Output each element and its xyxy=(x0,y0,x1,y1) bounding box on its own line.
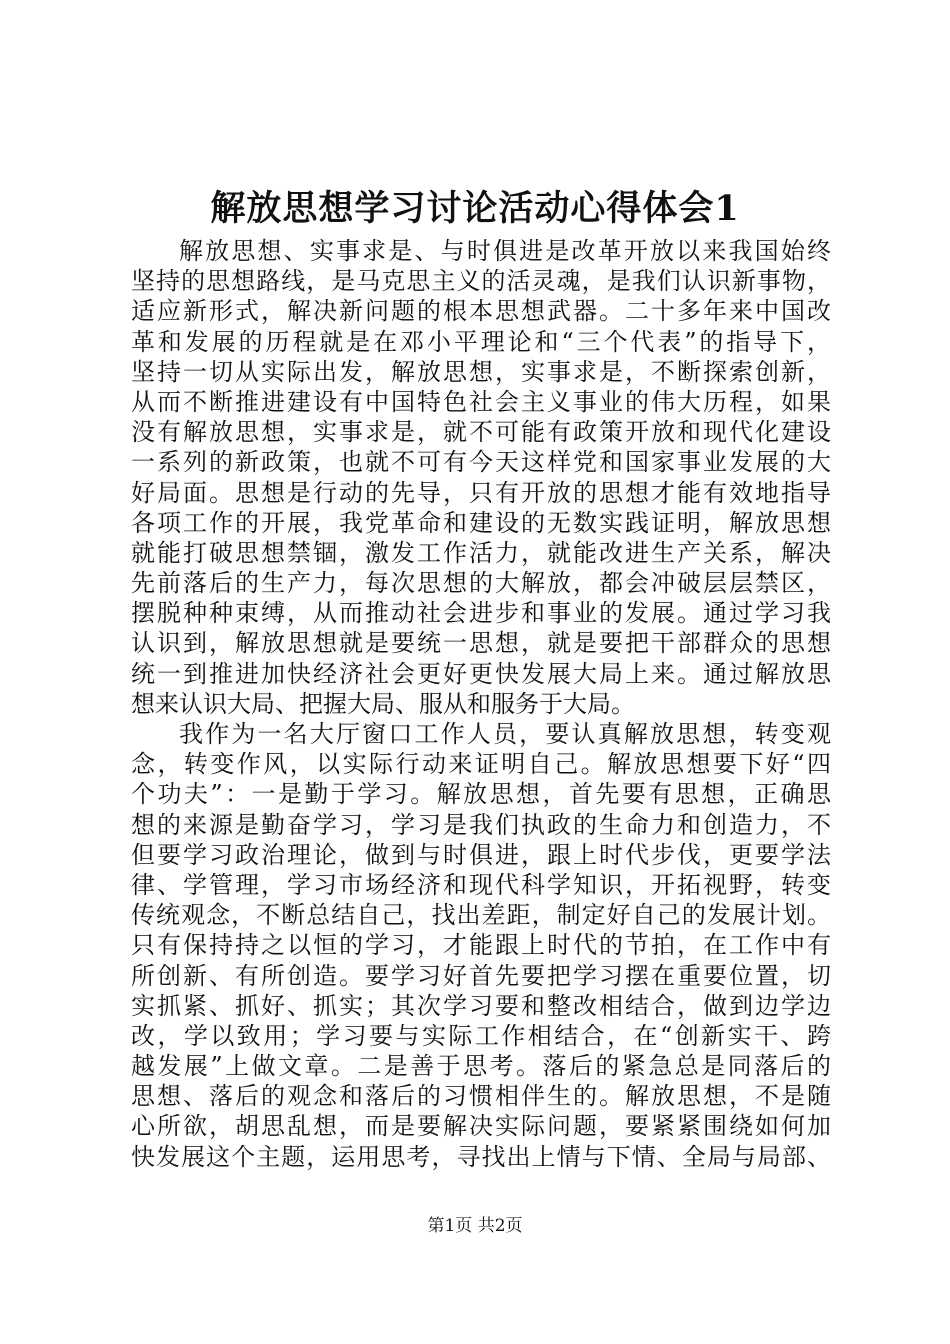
paragraph-line: 好局面。思想是行动的先导，只有开放的思想才能有效地指导 xyxy=(131,478,831,507)
paragraph-line: 想来认识大局、把握大局、服从和服务于大局。 xyxy=(131,689,635,718)
document-title: 解放思想学习讨论活动心得体会1 xyxy=(210,188,740,229)
page-footer: 第1页 共2页 xyxy=(427,1216,523,1236)
paragraph-line: 快发展这个主题，运用思考，寻找出上情与下情、全局与局部、 xyxy=(131,1142,831,1171)
paragraph-line: 坚持的思想路线，是马克思主义的活灵魂，是我们认识新事物， xyxy=(131,267,831,296)
paragraph-line: 越发展”上做文章。二是善于思考。落后的紧急总是同落后的 xyxy=(131,1052,831,1081)
paragraph-2 xyxy=(131,719,831,1172)
paragraph-line: 律、学管理，学习市场经济和现代科学知识，开拓视野，转变 xyxy=(131,870,831,899)
paragraph-line: 实抓紧、抓好、抓实；其次学习要和整改相结合，做到边学边 xyxy=(131,991,831,1020)
paragraph-line: 个功夫”：一是勤于学习。解放思想，首先要有思想，正确思 xyxy=(131,780,831,809)
paragraph-line: 适应新形式，解决新问题的根本思想武器。二十多年来中国改 xyxy=(131,297,831,326)
paragraph-line: 但要学习政治理论，做到与时俱进，跟上时代步伐，更要学法 xyxy=(131,840,831,869)
paragraph-line: 念，转变作风，以实际行动来证明自己。解放思想要下好“四 xyxy=(131,750,831,779)
paragraph-line: 我作为一名大厅窗口工作人员，要认真解放思想，转变观 xyxy=(179,720,831,748)
paragraph-line: 一系列的新政策，也就不可有今天这样党和国家事业发展的大 xyxy=(131,448,831,477)
paragraph-line: 摆脱种种束缚，从而推动社会进步和事业的发展。通过学习我 xyxy=(131,599,831,628)
paragraph-line: 所创新、有所创造。要学习好首先要把学习摆在重要位置，切 xyxy=(131,961,831,990)
paragraph-line: 传统观念，不断总结自己，找出差距，制定好自己的发展计划。 xyxy=(131,901,831,930)
paragraph-line: 解放思想、实事求是、与时俱进是改革开放以来我国始终 xyxy=(179,237,831,265)
paragraph-line: 先前落后的生产力，每次思想的大解放，都会冲破层层禁区， xyxy=(131,569,831,598)
paragraph-line: 就能打破思想禁锢，激发工作活力，就能改进生产关系，解决 xyxy=(131,538,831,567)
paragraph-line: 认识到，解放思想就是要统一思想，就是要把干部群众的思想 xyxy=(131,629,831,658)
paragraph-line: 坚持一切从实际出发，解放思想，实事求是，不断探索创新， xyxy=(131,357,831,386)
paragraph-line: 改，学以致用；学习要与实际工作相结合，在“创新实干、跨 xyxy=(131,1021,831,1050)
document-body xyxy=(131,236,831,1172)
paragraph-line: 从而不断推进建设有中国特色社会主义事业的伟大历程，如果 xyxy=(131,387,831,416)
paragraph-line: 革和发展的历程就是在邓小平理论和“三个代表”的指导下， xyxy=(131,327,831,356)
paragraph-line: 想的来源是勤奋学习，学习是我们执政的生命力和创造力，不 xyxy=(131,810,831,839)
paragraph-line: 没有解放思想，实事求是，就不可能有政策开放和现代化建设 xyxy=(131,418,831,447)
paragraph-line: 只有保持持之以恒的学习，才能跟上时代的节拍，在工作中有 xyxy=(131,931,831,960)
paragraph-line: 统一到推进加快经济社会更好更快发展大局上来。通过解放思 xyxy=(131,659,831,688)
paragraph-line: 心所欲，胡思乱想，而是要解决实际问题，要紧紧围绕如何加 xyxy=(131,1112,831,1141)
paragraph-line: 思想、落后的观念和落后的习惯相伴生的。解放思想，不是随 xyxy=(131,1082,831,1111)
paragraph-1 xyxy=(131,236,831,719)
paragraph-line: 各项工作的开展，我党革命和建设的无数实践证明，解放思想 xyxy=(131,508,831,537)
